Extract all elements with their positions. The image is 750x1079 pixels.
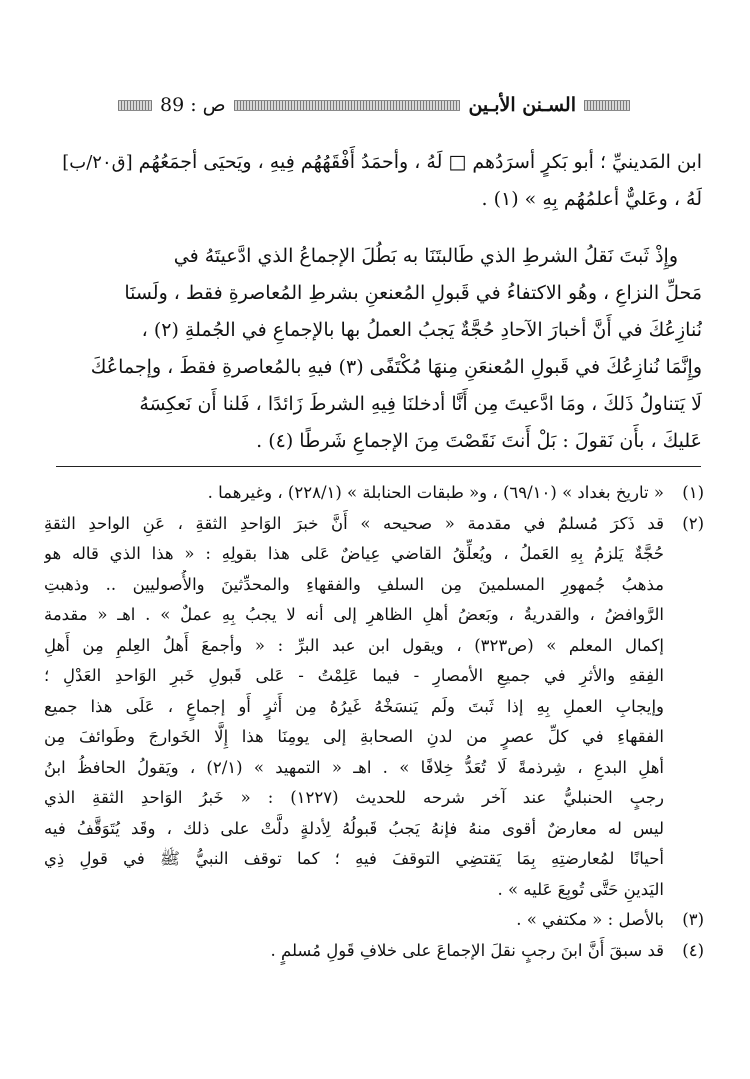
footnote xyxy=(44,478,704,509)
text-line: مَحلِّ النزاعِ ، وهُو الاكتفاءُ في قَبولِ المُعنعنِ بشرطِ المُعاصرةِ فقط ، ولَسنَا xyxy=(124,282,702,304)
footnote-line: حُجَّةٌ يَلزمُ بِهِ العَملُ ، ويُعلِّقُ القاضي عِياضٌ عَلى هذا بقولِهِ : « هذا الذي قاله هو xyxy=(44,544,664,563)
footnote-line: الفقهاءِ في كلِّ عصرٍ من لدنِ الصحابةِ إلى يومِنَا هذا إِلَّا الخَوارجَ وطَوائفَ مِن xyxy=(44,727,664,746)
footnote-line: أحيانًا لمُعارضتِهِ بِمَا يَقتضِي التوقفَ فيهِ ؛ كما توقف النبيُّ ﷺ في قولِ ذِي xyxy=(44,849,664,868)
footnote-line: الفِقهِ والأثرِ في جميعِ الأمصارِ - فيما عَلِمْتُ - عَلى قَبولِ خَبرِ الوَاحدِ العَدْلِ ؛ xyxy=(44,666,664,685)
footnote xyxy=(44,905,704,936)
footnote-line: رجبٍ الحنبليُّ عند آخر شرحه للحديث (١٢٢٧) : « خَبرُ الوَاحدِ الثقةِ الذي xyxy=(44,788,664,807)
text-line: لَا يَتناولُ ذَلكَ ، ومَا ادَّعيتَ مِن أَنَّا أدخلنَا فِيهِ الشرطَ زَائدًا ، فَلنا أَن نَعكِسَهُ xyxy=(139,393,702,415)
footnote-number: (٣) xyxy=(682,910,704,929)
footnote-line: الرَّوافضُ ، والقدريةُ ، وبَعضُ أهلِ الظاهرِ إلى أنه لا يجبُ بِهِ عملٌ » . اهـ « مقدمة xyxy=(44,605,664,624)
page-number: ص : 89 xyxy=(160,94,226,116)
footnote-line: قد سبقَ أَنَّ ابنَ رجبٍ نقلَ الإجماعَ على خلافِ قَولِ مُسلمٍ . xyxy=(270,940,664,960)
running-header xyxy=(118,92,630,118)
header-ornament-right xyxy=(584,100,630,111)
footnote xyxy=(44,509,704,906)
text-line: وإِنَّمَا نُنازِعُكَ في قَبولِ المُعنعَنِ مِنهَا مُكْتَفًى (٣) فيهِ بالمُعاصرةِ فقطَ ، وإجماعُكَ xyxy=(90,356,702,378)
book-title: السـنن الأبـين xyxy=(468,94,576,116)
footnote-number: (١) xyxy=(682,483,704,502)
footnote xyxy=(44,936,704,967)
footnote-line: بالأصل : « مكتفي » . xyxy=(516,910,664,929)
text-line: لَهُ ، وعَليٌّ أعلمُهُم بِهِ » (١) . xyxy=(481,188,702,210)
text-line: نُنازِعُكَ في أَنَّ أخبارَ الآحادِ حُجَّةٌ يَجبُ العملُ بها بالإجماعِ في الجُملةِ (٢) ، xyxy=(141,319,702,341)
manuscript-folio-ref: [ق٢٠/ب] xyxy=(62,152,133,173)
footnote-line: مذهبُ جُمهورِ المسلمينَ مِن السلفِ والفقهاءِ والمحدِّثينَ والأُصوليين .. وذهبتِ xyxy=(44,574,664,594)
main-text xyxy=(42,144,702,460)
footnote-line: « تاريخ بغداد » (٦٩/١٠) ، و« طبقات الحنابلة » (٢٢٨/١) ، وغيرهما . xyxy=(207,483,664,502)
footnote-line: وإيجابِ العملِ بِهِ إذا ثَبتَ ولَم يَنسَخْهُ غَيرُهُ مِن أَثرٍ أَو إجماعٍ ، عَلَى هذا جميع xyxy=(44,696,664,716)
text-line: وإِذْ ثَبتَ نَقلُ الشرطِ الذي طَالبتَنَا به بَطُلَ الإجماعُ الذي ادَّعيتَهُ في xyxy=(173,245,678,267)
footnote-line: قد ذَكرَ مُسلمٌ في مقدمة « صحيحه » أَنَّ خبرَ الوَاحدِ الثقةِ ، عَنِ الواحدِ الثقةِ xyxy=(44,513,664,533)
footnote-number: (٤) xyxy=(682,940,704,960)
footnote-line: أهلِ البدعِ ، شِرذمةً لَا تُعَدُّ خِلافًا » . اهـ « التمهيد » (٢/١) ، ويَقولُ الحافظُ ابنُ xyxy=(44,757,664,777)
footnote-line: ليس له معارضٌ أقوى منهُ فإنهُ يَجبُ قَبولُهُ لِأدلةٍ دلَّتْ على ذلك ، وقَد يُتَوَقَّفُ فيه xyxy=(44,818,664,838)
text-line xyxy=(42,144,702,181)
text-line: عَليكَ ، بأَن نَقولَ : بَلْ أَنتَ نَقَصْتَ مِنَ الإجماعِ شَرطًا (٤) . xyxy=(256,430,702,452)
header-ornament-middle xyxy=(234,100,461,111)
text-line-content: ابن المَدينيِّ ؛ أبو بَكرٍ أسرَدُهم □ لَهُ ، وأحمَدُ أَفْقَهُهُم فِيهِ ، ويَحيَى أجمَعُهُم xyxy=(138,151,702,173)
footnote-number: (٢) xyxy=(682,513,704,533)
header-ornament-left xyxy=(118,100,152,111)
footnotes xyxy=(44,478,704,966)
footnote-line: إكمال المعلم » (ص٣٢٣) ، ويقول ابن عبد البرِّ : « وأجمعَ أَهلُ العِلمِ مِن أَهلِ xyxy=(44,635,664,655)
footnote-line: اليَدينِ حَتَّى تُوبِعَ عَليه » . xyxy=(497,879,664,899)
footnote-separator xyxy=(56,466,701,467)
